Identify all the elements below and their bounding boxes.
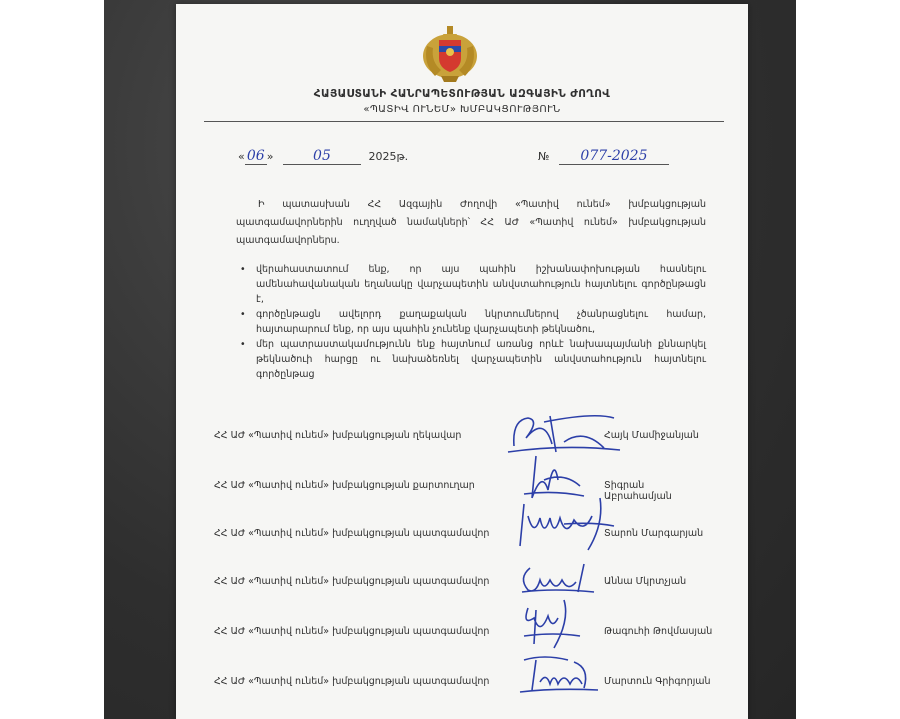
number-label: № bbox=[538, 150, 550, 163]
signature-icon bbox=[514, 652, 604, 696]
date-day: 06 bbox=[245, 148, 267, 165]
signatory-name: Տիգրան Աբրահամյան bbox=[604, 480, 672, 502]
faction-name: «ՊԱՏԻՎ ՈՒՆԵՄ» ԽՄԲԱԿՑՈՒԹՅՈՒՆ bbox=[363, 104, 561, 115]
intro-paragraph: Ի պատասխան ՀՀ Ազգային Ժողովի «Պատիվ ունեմ» խմբակցության պատգամավորներին ուղղված նամակների՝ ՀՀ ԱԺ «Պատիվ ունեմ» խմբակցության պատգամավորներս. bbox=[236, 199, 706, 246]
signatory-row bbox=[214, 524, 714, 544]
signatory-role: ՀՀ ԱԺ «Պատիվ ունեմ» խմբակցության պատգամավոր bbox=[214, 676, 490, 687]
signatory-name: Թագուհի Թովմասյան bbox=[604, 626, 713, 637]
org-name: ՀԱՅԱՍՏԱՆԻ ՀԱՆՐԱՊԵՏՈՒԹՅԱՆ ԱԶԳԱՅԻՆ ԺՈՂՈՎ bbox=[313, 88, 611, 100]
signatory-name: Մարտուն Գրիգորյան bbox=[604, 676, 711, 687]
signature-icon bbox=[504, 494, 624, 554]
signatory-role: ՀՀ ԱԺ «Պատիվ ունեմ» խմբակցության ղեկավար bbox=[214, 430, 462, 441]
list-item: • վերահաստատում ենք, որ այս պահին իշխանափոխության հասնելու ամենահավանական եղանակը վարչապետին անվստահություն հայտնելու գործընթացն է, bbox=[236, 262, 706, 307]
date-month: 05 bbox=[283, 148, 361, 165]
number-value: 077-2025 bbox=[559, 148, 669, 165]
signature-icon bbox=[514, 596, 594, 652]
date-field: « 06 » 05 2025թ. bbox=[238, 148, 409, 164]
header-divider bbox=[204, 121, 724, 122]
signatory-row bbox=[214, 622, 714, 642]
date-year: 2025թ. bbox=[368, 150, 409, 163]
signatory-row bbox=[214, 672, 714, 692]
signatory-name: Աննա Մկրտչյան bbox=[604, 576, 687, 587]
signatory-row bbox=[214, 572, 714, 592]
signatory-row bbox=[214, 476, 714, 502]
statement-list bbox=[236, 262, 706, 382]
signatory-role: ՀՀ ԱԺ «Պատիվ ունեմ» խմբակցության քարտուղար bbox=[214, 480, 475, 491]
document-page bbox=[176, 4, 748, 719]
signatory-role: ՀՀ ԱԺ «Պատիվ ունեմ» խմբակցության պատգամավոր bbox=[214, 626, 490, 637]
signatory-row bbox=[214, 426, 714, 446]
list-item: • մեր պատրաստակամությունն ենք հայտնում առանց որևէ նախապայմանի քննարկել թեկնածուի հարցը ու նախաձեռնել վարչապետին անվստահություն հայտնելու գործընթաց bbox=[236, 337, 706, 382]
signatory-name: Տարոն Մարգարյան bbox=[604, 528, 704, 539]
armenia-coat-of-arms-icon bbox=[421, 24, 479, 84]
list-item: • գործընթացն ավելորդ քաղաքական նկրտումներով չծանրացնելու համար, հայտարարում ենք, որ այս պահին չունենք վարչապետի թեկնածու, bbox=[236, 307, 706, 337]
signatory-name: Հայկ Մամիջանյան bbox=[604, 430, 699, 441]
signature-icon bbox=[514, 558, 604, 598]
signatory-role: ՀՀ ԱԺ «Պատիվ ունեմ» խմբակցության պատգամավոր bbox=[214, 576, 490, 587]
document-number bbox=[538, 148, 669, 165]
signatory-role: ՀՀ ԱԺ «Պատիվ ունեմ» խմբակցության պատգամավոր bbox=[214, 528, 490, 539]
